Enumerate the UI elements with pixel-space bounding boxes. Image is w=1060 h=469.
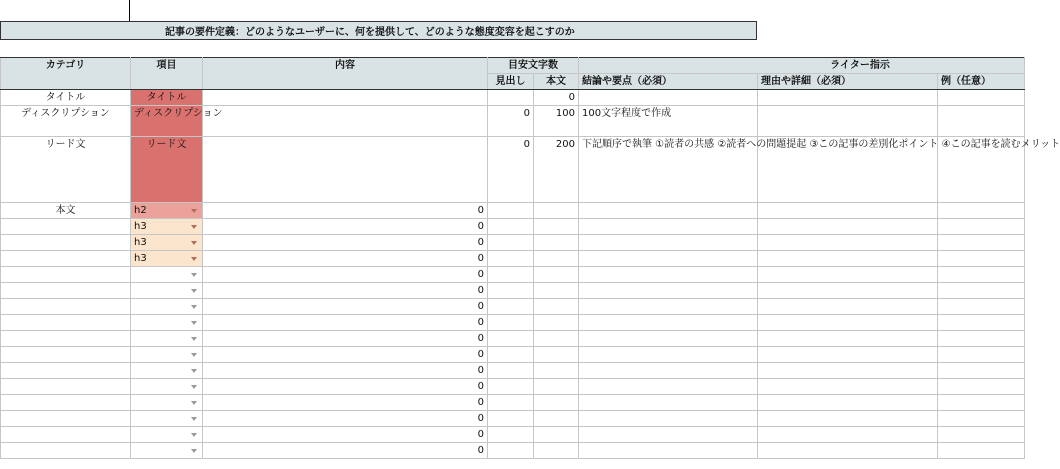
cell-heading-count[interactable] — [488, 90, 534, 106]
cell-category[interactable] — [1, 427, 131, 443]
cell-reason[interactable] — [758, 379, 938, 395]
cell-heading-count[interactable] — [488, 411, 534, 427]
cell-conclusion[interactable]: 100文字程度で作成 — [579, 106, 758, 137]
cell-reason[interactable] — [758, 411, 938, 427]
table-row — [1, 235, 1025, 251]
cell-body-count[interactable] — [534, 443, 579, 459]
cell-category[interactable] — [1, 219, 131, 235]
cell-category[interactable] — [1, 379, 131, 395]
cell-example[interactable] — [938, 395, 1025, 411]
cell-category-lead[interactable]: リード文 — [1, 137, 131, 203]
table-row — [1, 443, 1025, 459]
header-category[interactable]: カテゴリ — [1, 58, 131, 90]
cell-reason[interactable] — [758, 106, 938, 137]
heading-level-dropdown[interactable] — [131, 363, 203, 379]
cell-conclusion[interactable] — [579, 267, 758, 283]
chevron-down-icon[interactable] — [191, 321, 197, 325]
cell-reason[interactable] — [758, 315, 938, 331]
cell-conclusion[interactable] — [579, 251, 758, 267]
table-row — [1, 251, 1025, 267]
cell-heading-count[interactable] — [488, 443, 534, 459]
heading-level-dropdown[interactable] — [131, 315, 203, 331]
cell-example[interactable] — [938, 251, 1025, 267]
cell-content[interactable]: 0 — [203, 251, 488, 267]
cell-reason[interactable] — [758, 235, 938, 251]
header-char-count[interactable]: 目安文字数 — [488, 58, 579, 74]
heading-level-dropdown[interactable] — [131, 347, 203, 363]
header-conclusion[interactable]: 結論や要点（必須） — [579, 74, 758, 90]
cell-content[interactable]: 0 — [203, 395, 488, 411]
cell-conclusion[interactable] — [579, 90, 758, 106]
cell-body-count[interactable] — [534, 411, 579, 427]
cell-heading-count[interactable] — [488, 427, 534, 443]
cell-reason[interactable] — [758, 283, 938, 299]
chevron-down-icon[interactable] — [191, 305, 197, 309]
table-row — [1, 427, 1025, 443]
cell-conclusion[interactable] — [579, 427, 758, 443]
cell-heading-count[interactable] — [488, 203, 534, 219]
cell-reason[interactable] — [758, 427, 938, 443]
cell-body-count[interactable] — [534, 331, 579, 347]
heading-level-dropdown[interactable] — [131, 331, 203, 347]
cell-conclusion[interactable] — [579, 363, 758, 379]
table-row — [1, 347, 1025, 363]
heading-level-dropdown[interactable] — [131, 267, 203, 283]
header-heading-count[interactable]: 見出し — [488, 74, 534, 90]
cell-example[interactable] — [938, 315, 1025, 331]
cell-body-count[interactable] — [534, 427, 579, 443]
chevron-down-icon[interactable] — [191, 209, 197, 213]
heading-level-dropdown[interactable] — [131, 299, 203, 315]
cell-example[interactable] — [938, 427, 1025, 443]
chevron-down-icon[interactable] — [191, 369, 197, 373]
cell-content[interactable] — [203, 106, 488, 137]
requirements-banner: 記事の要件定義：どのようなユーザーに、何を提供して、どのような態度変容を起こすのか — [0, 21, 757, 40]
cell-body-count[interactable] — [534, 315, 579, 331]
cell-heading-count[interactable] — [488, 219, 534, 235]
table-row-title — [1, 90, 1025, 106]
cell-reason[interactable] — [758, 395, 938, 411]
cell-category[interactable] — [1, 315, 131, 331]
table-row-description — [1, 106, 1025, 137]
cell-conclusion[interactable] — [579, 299, 758, 315]
cell-content[interactable]: 0 — [203, 347, 488, 363]
cell-body-count[interactable]: 0 — [534, 90, 579, 106]
cell-conclusion[interactable] — [579, 331, 758, 347]
table-row — [1, 331, 1025, 347]
chevron-down-icon[interactable] — [191, 337, 197, 341]
cell-heading-count[interactable]: 0 — [488, 137, 534, 203]
heading-level-dropdown[interactable] — [131, 443, 203, 459]
cell-content[interactable]: 0 — [203, 235, 488, 251]
cell-conclusion[interactable] — [579, 219, 758, 235]
cell-body-count[interactable] — [534, 203, 579, 219]
cell-reason[interactable] — [758, 203, 938, 219]
table-row — [1, 283, 1025, 299]
cell-category[interactable] — [1, 347, 131, 363]
cell-category[interactable] — [1, 299, 131, 315]
cell-category[interactable] — [1, 395, 131, 411]
heading-level-dropdown[interactable] — [131, 427, 203, 443]
cell-content[interactable]: 0 — [203, 203, 488, 219]
cell-reason[interactable] — [758, 267, 938, 283]
cell-conclusion[interactable] — [579, 235, 758, 251]
cell-category[interactable]: 本文 — [1, 203, 131, 219]
cell-item-title[interactable]: タイトル — [131, 90, 203, 106]
cell-heading-count[interactable] — [488, 283, 534, 299]
cell-category[interactable] — [1, 235, 131, 251]
cell-content[interactable]: 0 — [203, 427, 488, 443]
cell-example[interactable] — [938, 363, 1025, 379]
heading-level-label: h3 — [134, 253, 147, 264]
table-row-lead — [1, 137, 1025, 203]
cell-category[interactable] — [1, 251, 131, 267]
cell-reason[interactable] — [758, 331, 938, 347]
cell-example[interactable] — [938, 219, 1025, 235]
chevron-down-icon[interactable] — [191, 401, 197, 405]
chevron-down-icon[interactable] — [191, 289, 197, 293]
cell-content[interactable] — [203, 137, 488, 203]
heading-level-dropdown[interactable] — [131, 379, 203, 395]
table-row — [1, 395, 1025, 411]
cell-reason[interactable] — [758, 251, 938, 267]
chevron-down-icon[interactable] — [191, 433, 197, 437]
cell-heading-count[interactable] — [488, 251, 534, 267]
heading-level-dropdown[interactable] — [131, 219, 203, 235]
cell-category[interactable] — [1, 283, 131, 299]
heading-level-label: h2 — [134, 205, 147, 216]
heading-level-label: h3 — [134, 221, 147, 232]
heading-level-label: h3 — [134, 237, 147, 248]
chevron-down-icon[interactable] — [191, 225, 197, 229]
cell-example[interactable] — [938, 267, 1025, 283]
table-row — [1, 299, 1025, 315]
heading-level-dropdown[interactable] — [131, 251, 203, 267]
cell-conclusion[interactable] — [579, 203, 758, 219]
cell-content[interactable]: 0 — [203, 283, 488, 299]
table-row — [1, 411, 1025, 427]
cell-example[interactable] — [938, 90, 1025, 106]
header-body-count[interactable]: 本文 — [534, 74, 579, 90]
header-row-1 — [1, 58, 1025, 74]
cell-conclusion[interactable] — [579, 443, 758, 459]
cell-category[interactable] — [1, 443, 131, 459]
cell-example[interactable] — [938, 235, 1025, 251]
cell-body-count[interactable] — [534, 363, 579, 379]
cell-reason[interactable] — [758, 90, 938, 106]
cell-category-description[interactable]: ディスクリプション — [1, 106, 131, 137]
header-example[interactable]: 例（任意） — [938, 74, 1025, 90]
heading-level-dropdown[interactable] — [131, 283, 203, 299]
chevron-down-icon[interactable] — [191, 449, 197, 453]
heading-level-dropdown[interactable] — [131, 395, 203, 411]
cell-example[interactable] — [938, 283, 1025, 299]
chevron-down-icon[interactable] — [191, 353, 197, 357]
header-reason[interactable]: 理由や詳細（必須） — [758, 74, 938, 90]
table-row — [1, 363, 1025, 379]
column-divider — [129, 0, 130, 21]
header-writer-instructions[interactable]: ライター指示 — [579, 58, 1025, 74]
table-row — [1, 219, 1025, 235]
cell-heading-count[interactable] — [488, 395, 534, 411]
cell-body-count[interactable] — [534, 235, 579, 251]
cell-conclusion[interactable] — [579, 395, 758, 411]
cell-example[interactable] — [938, 411, 1025, 427]
cell-body-count[interactable] — [534, 395, 579, 411]
table-row — [1, 315, 1025, 331]
cell-content[interactable]: 0 — [203, 331, 488, 347]
cell-category[interactable] — [1, 411, 131, 427]
cell-conclusion[interactable] — [579, 315, 758, 331]
cell-example[interactable] — [938, 331, 1025, 347]
cell-heading-count[interactable] — [488, 363, 534, 379]
cell-heading-count[interactable]: 0 — [488, 106, 534, 137]
cell-item-description[interactable]: ディスクリプション — [131, 106, 203, 137]
cell-reason[interactable] — [758, 363, 938, 379]
cell-content[interactable]: 0 — [203, 315, 488, 331]
chevron-down-icon[interactable] — [191, 417, 197, 421]
cell-heading-count[interactable] — [488, 347, 534, 363]
chevron-down-icon[interactable] — [191, 241, 197, 245]
cell-heading-count[interactable] — [488, 299, 534, 315]
cell-content[interactable]: 0 — [203, 219, 488, 235]
cell-body-count[interactable]: 200 — [534, 137, 579, 203]
cell-heading-count[interactable] — [488, 315, 534, 331]
cell-content[interactable]: 0 — [203, 267, 488, 283]
heading-level-dropdown[interactable] — [131, 203, 203, 219]
cell-content[interactable]: 0 — [203, 443, 488, 459]
cell-content[interactable]: 0 — [203, 411, 488, 427]
cell-category-title[interactable]: タイトル — [1, 90, 131, 106]
cell-body-count[interactable] — [534, 267, 579, 283]
heading-level-dropdown[interactable] — [131, 411, 203, 427]
cell-body-count[interactable] — [534, 347, 579, 363]
cell-reason[interactable] — [758, 347, 938, 363]
cell-category[interactable] — [1, 331, 131, 347]
spreadsheet-grid — [0, 57, 1060, 459]
table-row — [1, 203, 1025, 219]
cell-content[interactable]: 0 — [203, 363, 488, 379]
cell-heading-count[interactable] — [488, 379, 534, 395]
cell-reason[interactable] — [758, 299, 938, 315]
cell-body-count[interactable] — [534, 299, 579, 315]
cell-example[interactable] — [938, 299, 1025, 315]
heading-level-dropdown[interactable] — [131, 235, 203, 251]
chevron-down-icon[interactable] — [191, 385, 197, 389]
cell-heading-count[interactable] — [488, 235, 534, 251]
cell-conclusion[interactable]: 下記順序で執筆 ①読者の共感 ②読者への問題提起 ③この記事の差別化ポイント ④この記事を読むメリット — [579, 137, 758, 203]
cell-example[interactable] — [938, 106, 1025, 137]
table-row — [1, 379, 1025, 395]
cell-reason[interactable] — [758, 443, 938, 459]
cell-conclusion[interactable] — [579, 411, 758, 427]
cell-item-lead[interactable]: リード文 — [131, 137, 203, 203]
cell-example[interactable] — [938, 203, 1025, 219]
table-row — [1, 267, 1025, 283]
cell-reason[interactable] — [758, 219, 938, 235]
cell-body-count[interactable] — [534, 379, 579, 395]
chevron-down-icon[interactable] — [191, 273, 197, 277]
cell-content[interactable]: 0 — [203, 299, 488, 315]
chevron-down-icon[interactable] — [191, 257, 197, 261]
cell-example[interactable] — [938, 379, 1025, 395]
cell-conclusion[interactable] — [579, 283, 758, 299]
cell-content[interactable]: 0 — [203, 379, 488, 395]
header-item[interactable]: 項目 — [131, 58, 203, 90]
cell-body-count[interactable] — [534, 283, 579, 299]
cell-content[interactable] — [203, 90, 488, 106]
cell-example[interactable] — [938, 347, 1025, 363]
cell-example[interactable] — [938, 443, 1025, 459]
header-content[interactable]: 内容 — [203, 58, 488, 90]
cell-category[interactable] — [1, 267, 131, 283]
cell-body-count[interactable]: 100 — [534, 106, 579, 137]
cell-body-count[interactable] — [534, 219, 579, 235]
cell-heading-count[interactable] — [488, 331, 534, 347]
cell-category[interactable] — [1, 363, 131, 379]
cell-body-count[interactable] — [534, 251, 579, 267]
cell-conclusion[interactable] — [579, 379, 758, 395]
cell-heading-count[interactable] — [488, 267, 534, 283]
cell-conclusion[interactable] — [579, 347, 758, 363]
